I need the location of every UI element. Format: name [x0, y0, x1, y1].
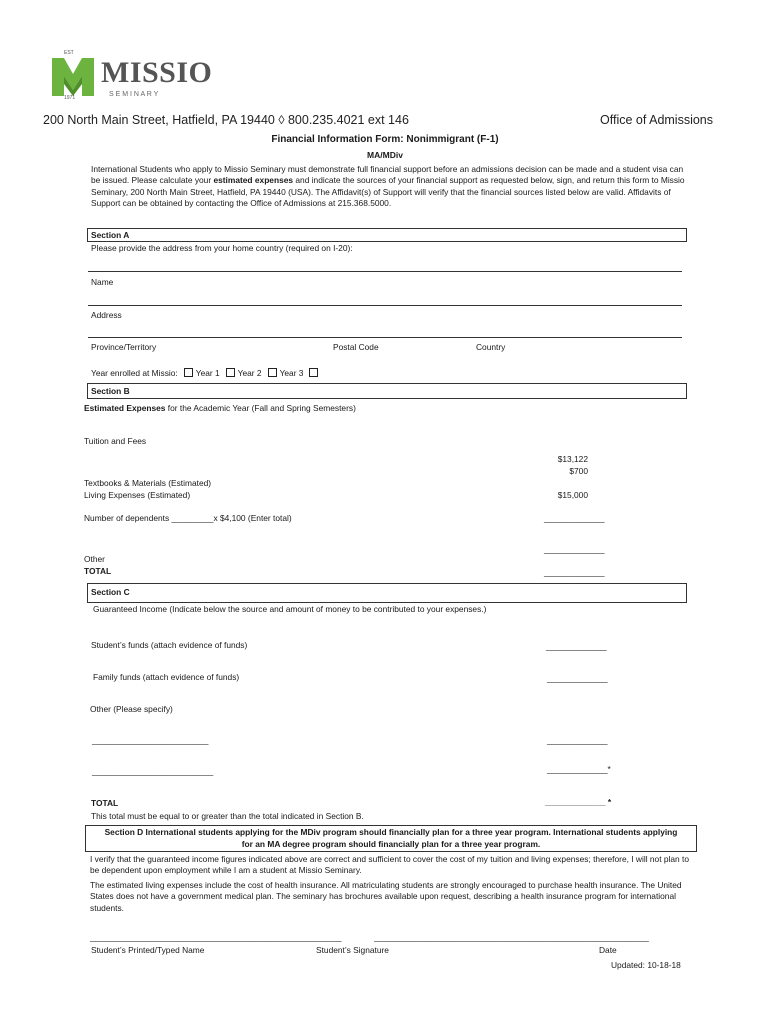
province-label: Province/Territory — [91, 342, 157, 352]
year-other-checkbox[interactable] — [309, 368, 318, 377]
family-funds-value[interactable]: _____________ — [547, 673, 608, 683]
section-c-total-note: This total must be equal to or greater than the total indicated in Section B. — [91, 811, 364, 821]
intro-paragraph — [91, 164, 691, 209]
guaranteed-income-label: Guaranteed Income (Indicate below the source and amount of money to be contributed to your expenses.) — [93, 604, 487, 614]
section-c-total-value[interactable]: _____________ * — [545, 797, 612, 807]
updated-label: Updated: 10-18-18 — [611, 960, 681, 970]
country-label: Country — [476, 342, 506, 352]
intro-part2: and indicate the sources of your financial support as requested below, sign, and return this form to Missio Seminary, 200 North Main Street, Hatfield, PA 19440 (USA). The Affidavit(s) of Support will verify that the financial sources listed below are valid. Affidavits of Support can be obtained by contacting the Office of Admissions at 215.368.5000. — [91, 175, 685, 209]
office-label: Office of Admissions — [600, 113, 714, 127]
intro-bold: estimated expenses — [213, 175, 294, 186]
dependents-label: Number of dependents _________x $4,100 (Enter total) — [84, 513, 292, 523]
intro-part1: International Students who apply to Missio Seminary must demonstrate full financial support before an admissions decision can be made and a student visa can be issued. Please calculate your — [91, 164, 684, 186]
students-funds-label: Student’s funds (attach evidence of funds) — [91, 640, 248, 650]
address-line-field[interactable] — [88, 305, 682, 306]
logo-sub: S E M I N A R Y — [109, 91, 159, 98]
other1-source[interactable]: _________________________ — [92, 735, 209, 745]
insurance-paragraph: The estimated living expenses include the cost of health insurance. All matriculating students are strongly encouraged to purchase health insurance. The United States does not have a government medical plan. The seminary has brochures available upon request, describing a health insurance program for international students. — [90, 880, 682, 913]
printed-name-label: Student’s Printed/Typed Name — [91, 945, 205, 955]
year1-checkbox[interactable] — [184, 368, 193, 377]
dependents-value[interactable]: _____________ — [544, 513, 605, 523]
section-d-line1: Section D International students applying for the MDiv program should financially plan for a three year program. International students applying — [104, 827, 678, 837]
students-funds-value[interactable]: _____________ — [546, 641, 607, 651]
section-b-total-label: TOTAL — [84, 566, 112, 576]
living-label: Living Expenses (Estimated) — [84, 490, 191, 500]
logo — [50, 52, 230, 102]
logo-year: 1971 — [64, 95, 76, 101]
logo-est: EST — [64, 50, 74, 56]
living-value: $15,000 — [557, 490, 588, 500]
name-line[interactable] — [88, 271, 682, 272]
section-a-instruction: Please provide the address from your home country (required on I-20): — [91, 243, 353, 253]
other2-value[interactable]: _____________* — [547, 764, 611, 774]
other1-value[interactable]: _____________ — [547, 735, 608, 745]
year3-checkbox[interactable] — [268, 368, 277, 377]
section-a-header — [87, 228, 687, 242]
textbooks-value: $700 — [569, 466, 588, 476]
signature-label: Student’s Signature — [316, 945, 389, 955]
form-title: Financial Information Form: Nonimmigrant (F-1) — [271, 134, 499, 145]
year-enrolled-row — [91, 368, 321, 379]
section-b-total-value[interactable]: _____________ — [544, 567, 605, 577]
section-c-total-label: TOTAL — [91, 798, 119, 808]
section-d-box — [85, 825, 697, 852]
section-c-header — [87, 583, 687, 603]
other-expense-value[interactable]: _____________ — [544, 544, 605, 554]
address-label: Address — [91, 310, 122, 320]
section-b-title: Section B — [91, 386, 130, 396]
missio-logo-icon — [50, 54, 96, 100]
name-label: Name — [91, 277, 114, 287]
verify-paragraph: I verify that the guaranteed income figures indicated above are correct and sufficient to cover the cost of my tuition and living expenses; therefore, I will not plan to be dependent upon employment while I am a student at Missio Seminary. — [90, 854, 689, 876]
section-d-line2: for an MA degree program should financially plan for a three year program. — [241, 839, 541, 849]
date-label: Date — [599, 945, 617, 955]
section-c-title: Section C — [91, 587, 130, 597]
other2-source[interactable]: __________________________ — [92, 766, 214, 776]
signature-line-right[interactable]: ___________________________________________________________ — [374, 932, 649, 942]
address-line: 200 North Main Street, Hatfield, PA 19440 ◊ 800.235.4021 ext 146 — [43, 113, 409, 127]
section-b-heading-rest: for the Academic Year (Fall and Spring Semesters) — [165, 403, 356, 413]
province-line[interactable] — [88, 337, 682, 338]
other-specify-label: Other (Please specify) — [90, 704, 173, 714]
postal-label: Postal Code — [333, 342, 379, 352]
section-b-header — [87, 383, 687, 399]
tuition-value: $13,122 — [557, 454, 588, 464]
textbooks-label: Textbooks & Materials (Estimated) — [84, 478, 212, 488]
year1-label: Year 1 — [195, 368, 220, 378]
program-label: MA/MDiv — [367, 150, 403, 160]
year-enrolled-label: Year enrolled at Missio: — [91, 368, 178, 378]
signature-line-left[interactable]: ______________________________________________________ — [90, 932, 342, 942]
logo-name: MISSIO — [101, 56, 213, 89]
year2-checkbox[interactable] — [226, 368, 235, 377]
tuition-label: Tuition and Fees — [84, 436, 147, 446]
other-label: Other — [84, 554, 105, 564]
family-funds-label: Family funds (attach evidence of funds) — [93, 672, 240, 682]
section-b-heading — [84, 403, 356, 414]
section-a-title: Section A — [91, 230, 130, 240]
section-b-heading-bold: Estimated Expenses — [84, 403, 166, 413]
year3-label: Year 3 — [279, 368, 304, 378]
year2-label: Year 2 — [237, 368, 262, 378]
